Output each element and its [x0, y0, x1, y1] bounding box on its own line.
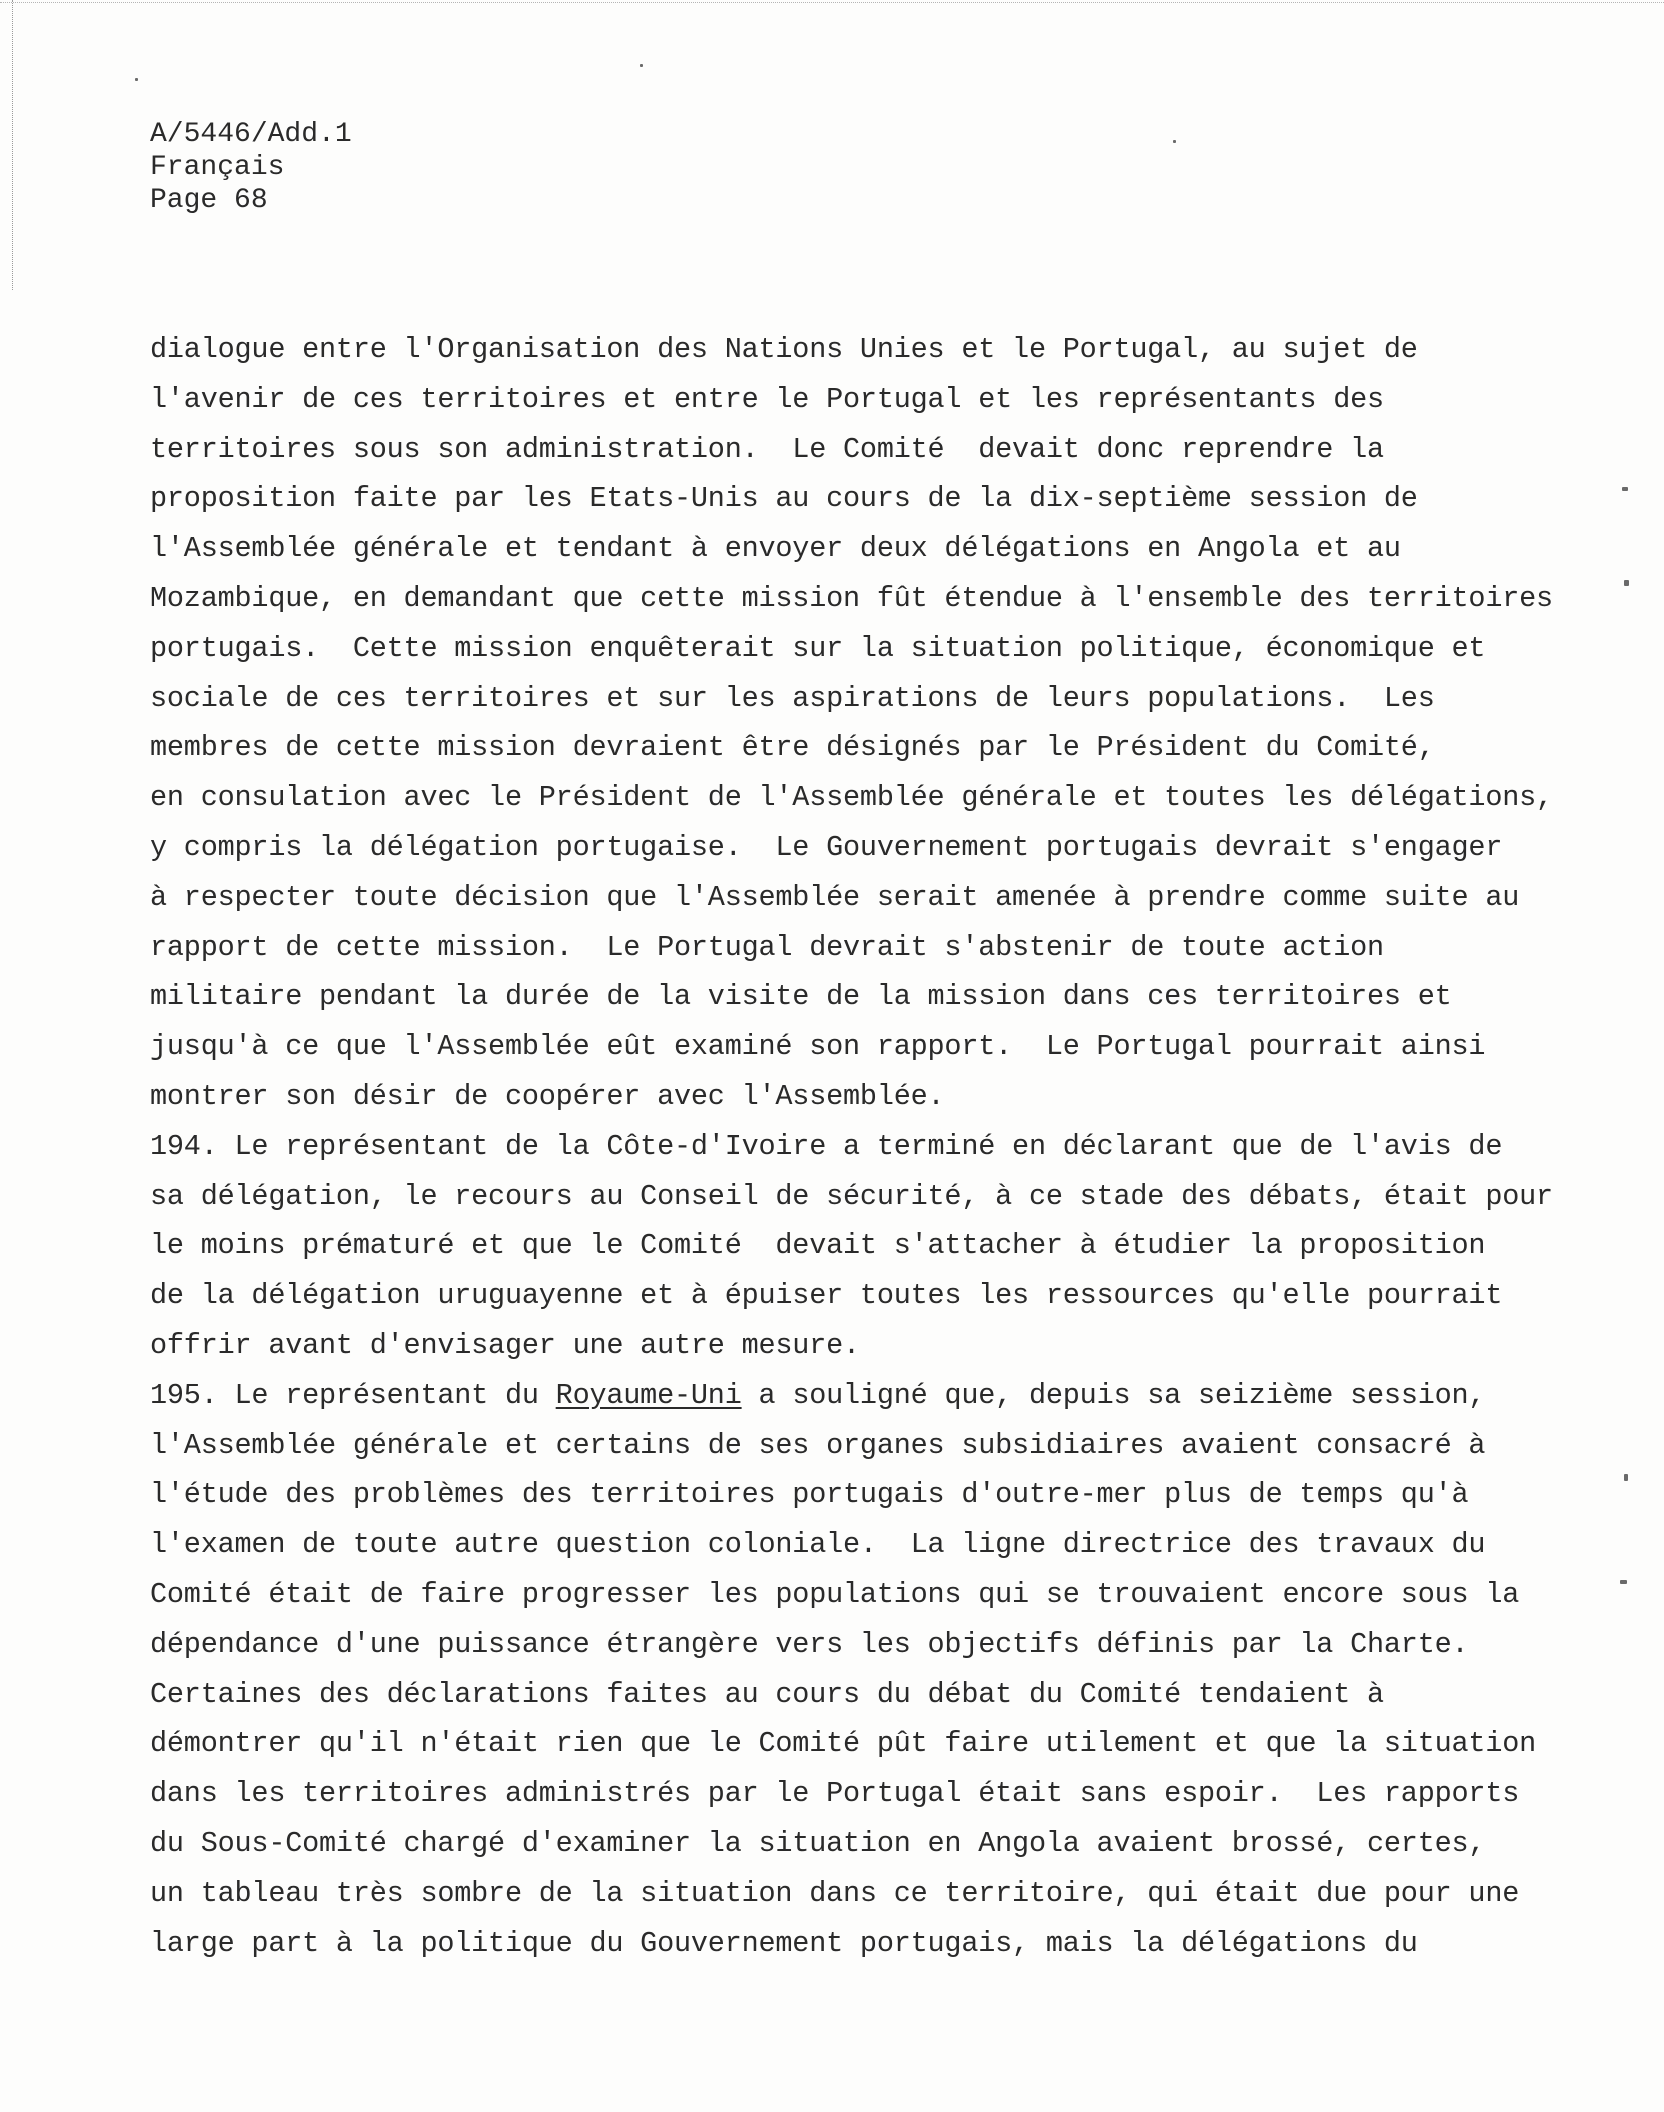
text-line: dépendance d'une puissance étrangère vers les objectifs définis par la Charte.: [150, 1627, 1469, 1661]
text-line: dialogue entre l'Organisation des Nations Unies et le Portugal, au sujet de: [150, 333, 1418, 366]
text-line: l'examen de toute autre question coloniale. La ligne directrice des travaux du: [150, 1528, 1486, 1562]
text-line: un tableau très sombre de la situation dans ce territoire, qui était due pour une: [150, 1876, 1520, 1910]
text-line: sociale de ces territoires et sur les aspirations de leurs populations. Les: [150, 681, 1435, 715]
scan-speck: [135, 78, 138, 81]
text-line: Mozambique, en demandant que cette mission fût étendue à l'ensemble des territoires: [150, 581, 1553, 615]
text-line: le moins prématuré et que le Comité devait s'attacher à étudier la proposition: [150, 1229, 1486, 1263]
text-line: offrir avant d'envisager une autre mesure.: [150, 1328, 860, 1362]
text-line: membres de cette mission devraient être désignés par le Président du Comité,: [150, 731, 1435, 765]
body-text: [150, 325, 1553, 1968]
page-number: Page 68: [150, 185, 268, 216]
text-line: l'avenir de ces territoires et entre le Portugal et les représentants des: [150, 382, 1384, 416]
document-header: [150, 118, 352, 217]
text-line: large part à la politique du Gouvernement portugais, mais la délégations du: [150, 1926, 1418, 1960]
text-line: jusqu'à ce que l'Assemblée eût examiné son rapport. Le Portugal pourrait ainsi: [150, 1030, 1486, 1064]
text-line: Comité était de faire progresser les populations qui se trouvaient encore sous la: [150, 1577, 1520, 1611]
scan-speck: [1624, 1474, 1628, 1481]
scan-speck: [1620, 1580, 1627, 1584]
underlined-country-name: Royaume-Uni: [555, 1378, 742, 1412]
line-segment: 195. Le représentant du: [150, 1378, 556, 1412]
text-line: portugais. Cette mission enquêterait sur la situation politique, économique et: [150, 631, 1486, 665]
document-language: Français: [150, 152, 285, 183]
text-line: rapport de cette mission. Le Portugal devrait s'abstenir de toute action: [150, 930, 1384, 964]
text-line: l'Assemblée générale et tendant à envoyer deux délégations en Angola et au: [150, 532, 1401, 566]
text-line: montrer son désir de coopérer avec l'Assemblée.: [150, 1079, 945, 1113]
scan-speck: [1173, 140, 1176, 143]
text-line: à respecter toute décision que l'Assemblée serait amenée à prendre comme suite au: [150, 880, 1520, 914]
paragraph-194-start: 194. Le représentant de la Côte-d'Ivoire a terminé en déclarant que de l'avis de: [150, 1129, 1503, 1163]
scan-speck: [1622, 487, 1628, 491]
text-line: en consulation avec le Président de l'Assemblée générale et toutes les délégations,: [150, 781, 1553, 815]
text-line: dans les territoires administrés par le Portugal était sans espoir. Les rapports: [150, 1777, 1520, 1811]
scan-speck: [1624, 580, 1629, 586]
text-line: Certaines des déclarations faites au cours du débat du Comité tendaient à: [150, 1677, 1384, 1711]
scan-top-edge: [0, 0, 1664, 3]
scan-left-edge: [0, 0, 13, 290]
text-line: de la délégation uruguayenne et à épuiser toutes les ressources qu'elle pourrait: [150, 1279, 1503, 1313]
document-symbol: A/5446/Add.1: [150, 119, 352, 150]
text-line: l'étude des problèmes des territoires portugais d'outre-mer plus de temps qu'à: [150, 1478, 1469, 1512]
text-line: du Sous-Comité chargé d'examiner la situation en Angola avaient brossé, certes,: [150, 1826, 1486, 1860]
text-line: proposition faite par les Etats-Unis au cours de la dix-septième session de: [150, 482, 1418, 516]
text-line: y compris la délégation portugaise. Le Gouvernement portugais devrait s'engager: [150, 830, 1503, 864]
text-line: démontrer qu'il n'était rien que le Comité pût faire utilement et que la situation: [150, 1727, 1537, 1761]
scan-speck: [640, 64, 643, 67]
text-line: territoires sous son administration. Le Comité devait donc reprendre la: [150, 432, 1384, 466]
line-segment: a souligné que, depuis sa seizième session,: [741, 1378, 1486, 1412]
text-line: l'Assemblée générale et certains de ses organes subsidiaires avaient consacré à: [150, 1428, 1486, 1462]
text-line: sa délégation, le recours au Conseil de sécurité, à ce stade des débats, était pour: [150, 1179, 1553, 1213]
text-line: militaire pendant la durée de la visite de la mission dans ces territoires et: [150, 980, 1452, 1014]
paragraph-195-start: [150, 1371, 1550, 1421]
